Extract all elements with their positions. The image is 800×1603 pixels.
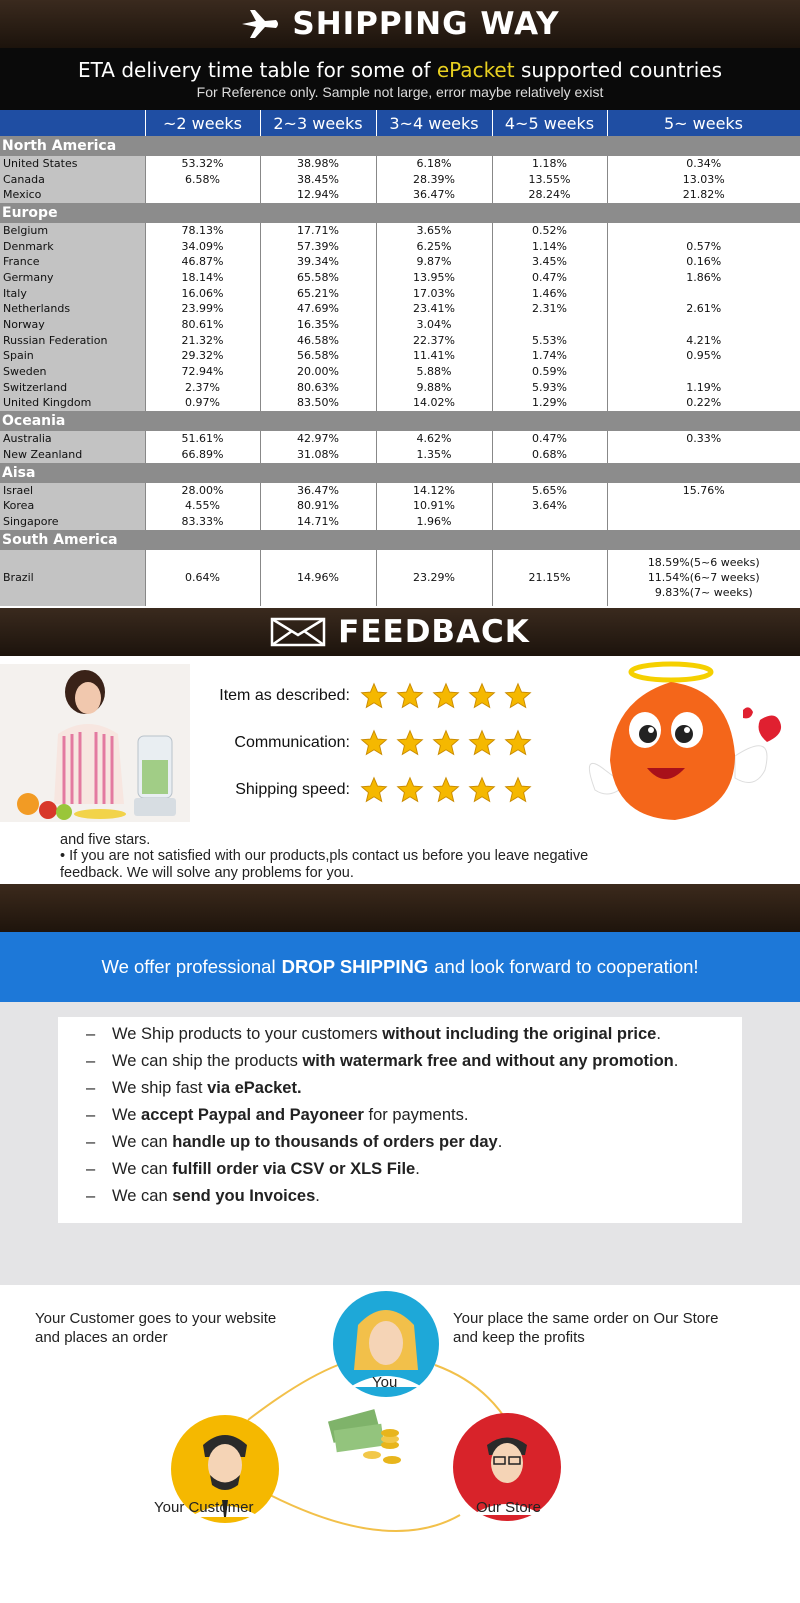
percent-cell: 14.12%: [376, 483, 492, 499]
country-cell: Spain: [0, 349, 145, 365]
region-row: [0, 463, 800, 483]
feedback-panel: [0, 656, 800, 884]
percent-cell: 18.14%: [145, 270, 260, 286]
drop-shipping-flow: [0, 1285, 800, 1603]
dash-bullet: –: [86, 1186, 96, 1205]
feedback-banner: [0, 608, 800, 656]
percent-cell: 16.35%: [260, 317, 376, 333]
percent-cell: 6.25%: [376, 239, 492, 255]
region-row: [0, 411, 800, 431]
table-row: [0, 333, 800, 349]
eta-table: [0, 110, 800, 606]
percent-cell: 6.58%: [145, 172, 260, 188]
corner-cell: [0, 110, 145, 136]
rating-communication: [190, 729, 560, 757]
percent-cell: 22.37%: [376, 333, 492, 349]
offer-text: We can fulfill order via CSV or XLS File.: [112, 1159, 420, 1178]
region-name: South America: [0, 530, 800, 550]
note-line: and five stars.: [60, 831, 151, 848]
table-row: [0, 254, 800, 270]
five-star-rating: [360, 729, 532, 757]
percent-cell: 36.47%: [260, 483, 376, 499]
percent-cell: 23.29%: [376, 550, 492, 606]
table-row: [0, 431, 800, 447]
offer-text: We can ship the products with watermark free and without any promotion.: [112, 1051, 679, 1070]
table-row: [0, 550, 800, 606]
note-line: • If you are not satisfied with our products,pls contact us before you leave negative: [60, 848, 589, 865]
percent-cell: 4.21%: [607, 333, 800, 349]
star-icon: [396, 682, 424, 710]
percent-cell: 4.55%: [145, 498, 260, 514]
table-row: [0, 396, 800, 412]
table-row: [0, 286, 800, 302]
percent-cell: 12.94%: [260, 187, 376, 203]
column-header: 5~ weeks: [607, 110, 800, 136]
star-icon: [432, 729, 460, 757]
percent-cell: 36.47%: [376, 187, 492, 203]
offer-text: We can handle up to thousands of orders per day.: [112, 1132, 503, 1151]
country-cell: New Zeanland: [0, 447, 145, 463]
percent-cell: 21.32%: [145, 333, 260, 349]
drop-shipping-banner: [0, 932, 800, 1002]
table-row: [0, 223, 800, 239]
country-cell: Mexico: [0, 187, 145, 203]
percent-cell: [607, 286, 800, 302]
country-cell: France: [0, 254, 145, 270]
country-cell: Korea: [0, 498, 145, 514]
percent-cell: 6.18%: [376, 156, 492, 172]
percent-cell: 0.22%: [607, 396, 800, 412]
percent-cell: 31.08%: [260, 447, 376, 463]
your-customer-label: Your Customer: [154, 1498, 254, 1516]
feedback-title: FEEDBACK: [338, 613, 530, 650]
percent-cell: 1.46%: [492, 286, 607, 302]
percent-cell: 51.61%: [145, 431, 260, 447]
star-icon: [432, 682, 460, 710]
percent-cell: 72.94%: [145, 364, 260, 380]
table-row: [0, 498, 800, 514]
country-cell: Switzerland: [0, 380, 145, 396]
star-icon: [360, 729, 388, 757]
table-row: [0, 380, 800, 396]
percent-cell: 5.93%: [492, 380, 607, 396]
offer-item: [86, 1051, 722, 1071]
eta-title: ETA delivery time table for some of ePacket supported countries: [77, 58, 723, 82]
country-cell: Italy: [0, 286, 145, 302]
percent-cell: 9.87%: [376, 254, 492, 270]
country-cell: Sweden: [0, 364, 145, 380]
star-icon: [360, 776, 388, 804]
region-row: [0, 530, 800, 550]
country-cell: Belgium: [0, 223, 145, 239]
star-icon: [504, 776, 532, 804]
percent-cell: 13.03%: [607, 172, 800, 188]
dash-bullet: –: [86, 1078, 96, 1097]
percent-cell: [492, 317, 607, 333]
percent-cell: 1.18%: [492, 156, 607, 172]
percent-cell: 13.55%: [492, 172, 607, 188]
percent-cell: 65.21%: [260, 286, 376, 302]
country-cell: Australia: [0, 431, 145, 447]
table-row: [0, 364, 800, 380]
percent-cell: 1.29%: [492, 396, 607, 412]
offer-item: [86, 1186, 722, 1206]
percent-cell: [607, 364, 800, 380]
dash-bullet: –: [86, 1105, 96, 1124]
offer-section: [0, 1002, 800, 1285]
star-icon: [468, 682, 496, 710]
angel-mascot-icon: [585, 660, 785, 830]
percent-cell: 4.62%: [376, 431, 492, 447]
percent-cell: 39.34%: [260, 254, 376, 270]
offer-item: [86, 1078, 722, 1098]
country-cell: Singapore: [0, 514, 145, 530]
percent-cell: 17.03%: [376, 286, 492, 302]
percent-cell: 66.89%: [145, 447, 260, 463]
table-row: [0, 187, 800, 203]
table-row: [0, 317, 800, 333]
country-cell: Russian Federation: [0, 333, 145, 349]
drop-banner-post: and look forward to cooperation!: [434, 955, 699, 977]
percent-cell: 3.04%: [376, 317, 492, 333]
percent-cell: 21.82%: [607, 187, 800, 203]
column-header: 3~4 weeks: [376, 110, 492, 136]
percent-cell: [607, 514, 800, 530]
percent-cell: 83.50%: [260, 396, 376, 412]
star-icon: [432, 776, 460, 804]
percent-cell: 2.31%: [492, 302, 607, 318]
percent-cell: 29.32%: [145, 349, 260, 365]
region-row: [0, 203, 800, 223]
percent-cell: 3.65%: [376, 223, 492, 239]
percent-cell: 46.87%: [145, 254, 260, 270]
dash-bullet: –: [86, 1159, 96, 1178]
percent-cell: 1.96%: [376, 514, 492, 530]
percent-cell: [145, 187, 260, 203]
table-row: [0, 239, 800, 255]
percent-cell: 3.45%: [492, 254, 607, 270]
rating-shipping-speed: [190, 776, 560, 804]
percent-cell: 0.52%: [492, 223, 607, 239]
offer-text: We can send you Invoices.: [112, 1186, 320, 1205]
dash-bullet: –: [86, 1051, 96, 1070]
you-label: You: [372, 1373, 398, 1391]
offer-item: [86, 1132, 722, 1152]
percent-cell: 0.57%: [607, 239, 800, 255]
percent-cell: 11.41%: [376, 349, 492, 365]
percent-cell: 80.91%: [260, 498, 376, 514]
percent-cell: 1.14%: [492, 239, 607, 255]
percent-cell: 0.97%: [145, 396, 260, 412]
percent-cell: 65.58%: [260, 270, 376, 286]
percent-cell: 13.95%: [376, 270, 492, 286]
percent-cell: 23.99%: [145, 302, 260, 318]
country-cell: United States: [0, 156, 145, 172]
percent-cell: 1.35%: [376, 447, 492, 463]
divider-bar: [0, 884, 800, 932]
table-row: [0, 349, 800, 365]
percent-cell: 56.58%: [260, 349, 376, 365]
drop-banner-pre: We offer professional: [101, 955, 276, 977]
percent-cell: 0.59%: [492, 364, 607, 380]
percent-cell: 5.53%: [492, 333, 607, 349]
eta-header: [0, 48, 800, 110]
five-star-rating: [360, 776, 532, 804]
percent-cell: 83.33%: [145, 514, 260, 530]
country-cell: Brazil: [0, 550, 145, 606]
country-cell: Canada: [0, 172, 145, 188]
table-row: [0, 270, 800, 286]
percent-cell: 0.33%: [607, 431, 800, 447]
percent-cell: 1.19%: [607, 380, 800, 396]
percent-cell: 38.45%: [260, 172, 376, 188]
percent-cell: 0.47%: [492, 431, 607, 447]
percent-cell: 14.02%: [376, 396, 492, 412]
eta-column-headers: [0, 110, 800, 136]
feedback-notes: [60, 832, 588, 882]
percent-cell: 5.88%: [376, 364, 492, 380]
percent-cell: 34.09%: [145, 239, 260, 255]
percent-cell: 80.63%: [260, 380, 376, 396]
percent-cell: 21.15%: [492, 550, 607, 606]
star-icon: [504, 729, 532, 757]
percent-cell: [607, 223, 800, 239]
table-row: [0, 483, 800, 499]
star-icon: [468, 729, 496, 757]
percent-cell: 17.71%: [260, 223, 376, 239]
percent-cell: 28.39%: [376, 172, 492, 188]
offer-item: [86, 1024, 722, 1044]
star-icon: [468, 776, 496, 804]
percent-cell: 42.97%: [260, 431, 376, 447]
region-name: Oceania: [0, 411, 800, 431]
five-star-rating: [360, 682, 532, 710]
percent-cell: 5.65%: [492, 483, 607, 499]
country-cell: Denmark: [0, 239, 145, 255]
percent-cell: 9.88%: [376, 380, 492, 396]
country-cell: Germany: [0, 270, 145, 286]
shipping-way-title: SHIPPING WAY: [292, 6, 560, 42]
column-header: ~2 weeks: [145, 110, 260, 136]
star-icon: [360, 682, 388, 710]
country-cell: Israel: [0, 483, 145, 499]
dash-bullet: –: [86, 1024, 96, 1043]
note-line: feedback. We will solve any problems for you.: [60, 864, 354, 881]
percent-cell: 14.96%: [260, 550, 376, 606]
percent-cell: 47.69%: [260, 302, 376, 318]
table-row: [0, 447, 800, 463]
percent-cell: 0.95%: [607, 349, 800, 365]
percent-cell: [492, 514, 607, 530]
table-row: [0, 302, 800, 318]
rating-label: Communication:: [234, 733, 350, 751]
dash-bullet: –: [86, 1132, 96, 1151]
percent-cell: 23.41%: [376, 302, 492, 318]
shipping-way-banner: [0, 0, 800, 48]
percent-cell: 0.64%: [145, 550, 260, 606]
percent-cell: 0.16%: [607, 254, 800, 270]
percent-cell: 20.00%: [260, 364, 376, 380]
percent-cell: 10.91%: [376, 498, 492, 514]
star-icon: [396, 729, 424, 757]
envelope-icon: [270, 617, 326, 647]
rating-label: Shipping speed:: [235, 780, 350, 798]
star-icon: [504, 682, 532, 710]
table-row: [0, 514, 800, 530]
table-row: [0, 156, 800, 172]
rating-item-as-described: [190, 682, 560, 710]
percent-cell: [607, 317, 800, 333]
offer-text: We accept Paypal and Payoneer for payments.: [112, 1105, 469, 1124]
percent-cell: 28.00%: [145, 483, 260, 499]
offer-list: [58, 1017, 742, 1223]
drop-banner-bold: DROP SHIPPING: [281, 955, 429, 977]
offer-text: We Ship products to your customers without including the original price.: [112, 1024, 661, 1043]
percent-cell: 16.06%: [145, 286, 260, 302]
woman-with-blender-photo: [0, 664, 190, 822]
region-name: Europe: [0, 203, 800, 223]
percent-cell: 53.32%: [145, 156, 260, 172]
offer-text: We ship fast via ePacket.: [112, 1078, 302, 1097]
offer-item: [86, 1159, 722, 1179]
store-step-text: Your place the same order on Our Store and keep the profits: [453, 1309, 719, 1346]
percent-cell: 1.74%: [492, 349, 607, 365]
percent-cell: 0.68%: [492, 447, 607, 463]
airplane-icon: [240, 8, 280, 40]
percent-cell: 57.39%: [260, 239, 376, 255]
country-cell: Netherlands: [0, 302, 145, 318]
percent-cell: [607, 447, 800, 463]
percent-cell: 46.58%: [260, 333, 376, 349]
region-row: [0, 136, 800, 156]
percent-cell: 3.64%: [492, 498, 607, 514]
percent-cell: 0.34%: [607, 156, 800, 172]
percent-cell: 2.37%: [145, 380, 260, 396]
percent-cell: 2.61%: [607, 302, 800, 318]
country-cell: United Kingdom: [0, 396, 145, 412]
our-store-label: Our Store: [476, 1498, 542, 1516]
rating-label: Item as described:: [219, 686, 350, 704]
percent-cell: 18.59%(5~6 weeks) 11.54%(6~7 weeks) 9.83%(7~ weeks): [607, 550, 800, 606]
table-row: [0, 172, 800, 188]
percent-cell: 28.24%: [492, 187, 607, 203]
region-name: North America: [0, 136, 800, 156]
percent-cell: 14.71%: [260, 514, 376, 530]
percent-cell: 38.98%: [260, 156, 376, 172]
percent-cell: [607, 498, 800, 514]
country-cell: Norway: [0, 317, 145, 333]
percent-cell: 0.47%: [492, 270, 607, 286]
percent-cell: 80.61%: [145, 317, 260, 333]
star-icon: [396, 776, 424, 804]
region-name: Aisa: [0, 463, 800, 483]
percent-cell: 15.76%: [607, 483, 800, 499]
percent-cell: 1.86%: [607, 270, 800, 286]
offer-item: [86, 1105, 722, 1125]
customer-step-text: Your Customer goes to your website and places an order: [35, 1309, 277, 1346]
eta-subtitle: For Reference only. Sample not large, error maybe relatively exist: [196, 84, 604, 100]
column-header: 4~5 weeks: [492, 110, 607, 136]
column-header: 2~3 weeks: [260, 110, 376, 136]
money-coins-icon: [328, 1409, 401, 1464]
percent-cell: 78.13%: [145, 223, 260, 239]
